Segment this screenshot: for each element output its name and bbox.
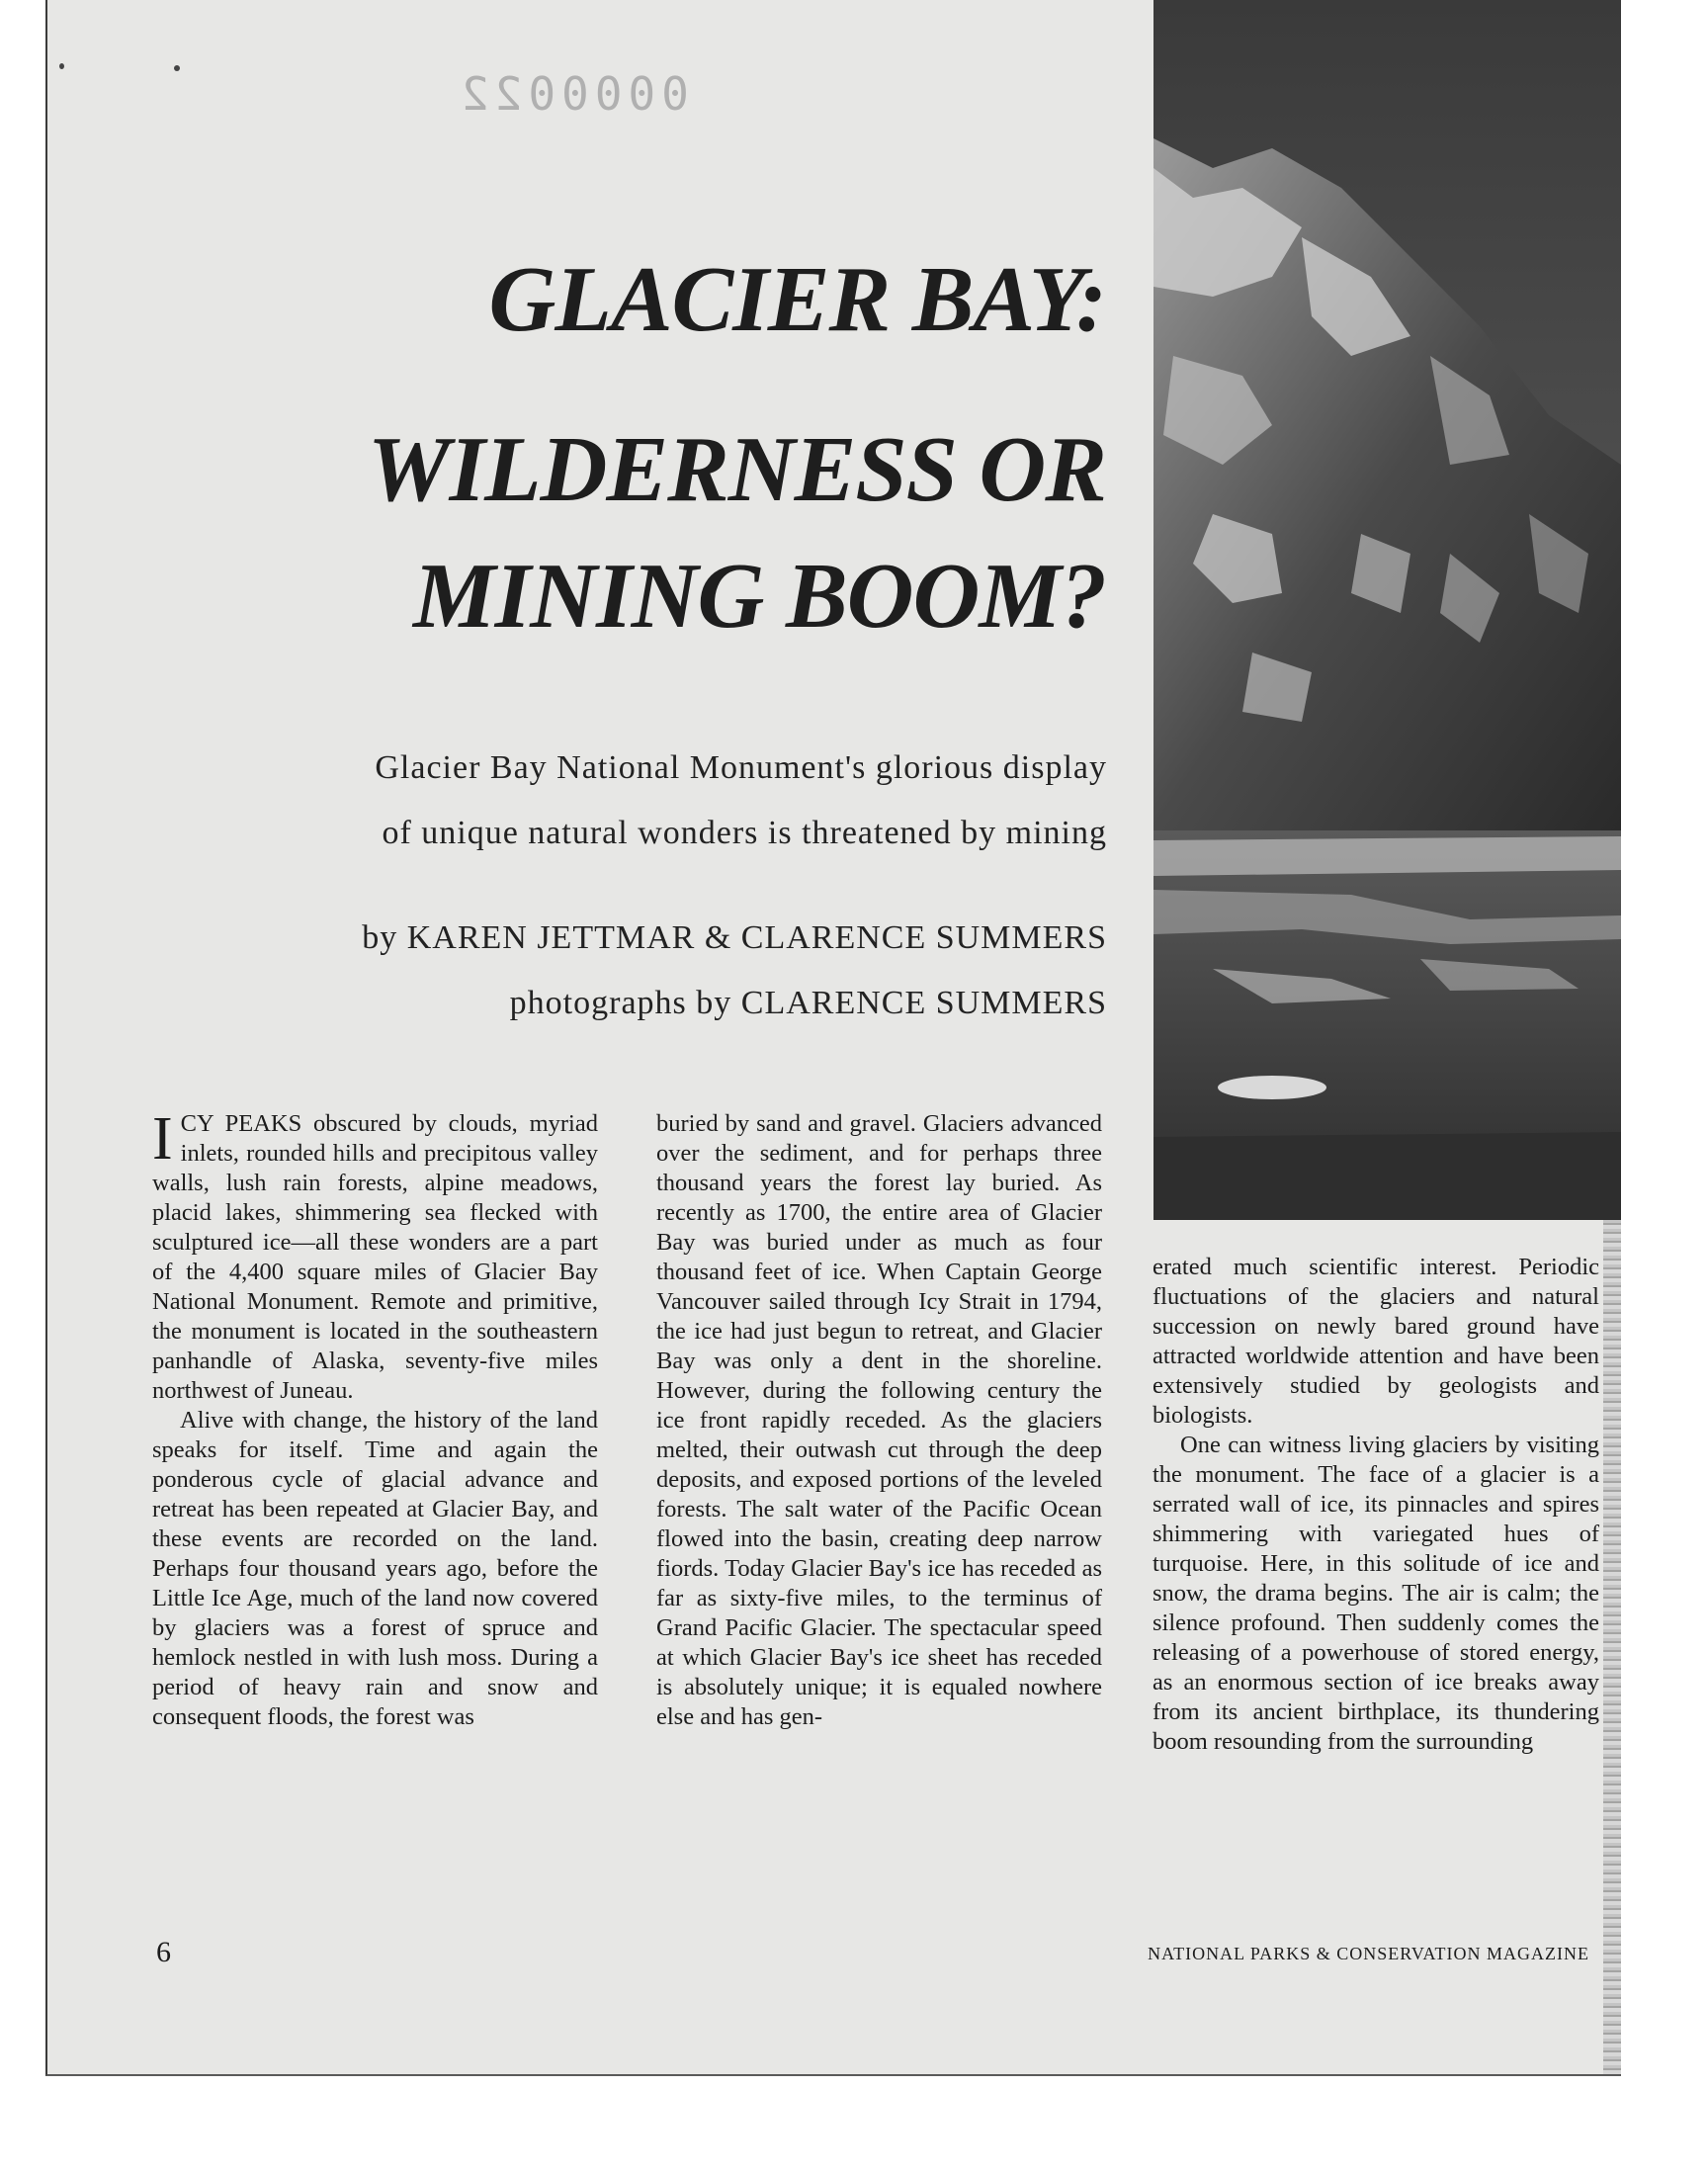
- ink-speck: [59, 63, 64, 69]
- headline-line-2: WILDERNESS OR: [367, 418, 1106, 521]
- article-paragraph: [152, 1105, 598, 1406]
- author-byline: by KAREN JETTMAR & CLARENCE SUMMERS: [362, 919, 1107, 956]
- article-column-3: [1153, 1253, 1599, 1757]
- mountain-glacier-photo: [1153, 0, 1621, 1220]
- subtitle-line-2: of unique natural wonders is threatened by mining: [382, 815, 1107, 851]
- article-paragraph: erated much scientific interest. Periodic fluctuations of the glaciers and natural succession on newly bared ground have attracted worldwide attention and have been extensively studied by geologists and biologists.: [1153, 1254, 1599, 1429]
- article-paragraph: Alive with change, the history of the land speaks for itself. Time and again the ponderous cycle of glacial advance and retreat has been repeated at Glacier Bay, and these events are recorded on the land. Perhaps four thousand years ago, before the Little Ice Age, much of the land now covered by glaciers was a forest of spruce and hemlock nestled in with lush moss. During a period of heavy rain and snow and consequent floods, the forest was: [152, 1407, 598, 1730]
- archive-stamp-number: 0000022: [456, 67, 689, 121]
- headline-line-1: GLACIER BAY:: [488, 248, 1106, 351]
- headline-line-3: MINING BOOM?: [413, 545, 1106, 648]
- article-paragraph: One can witness living glaciers by visiting the monument. The face of a glacier is a serrated wall of ice, its pinnacles and spires shimmering with variegated hues of turquoise. Here, in this solitude of ice and snow, the drama begins. The air is calm; the silence profound. Then suddenly comes the releasing of a powerhouse of stored energy, as an enormous section of ice breaks away from its ancient birthplace, its thundering boom resounding from the surrounding: [1153, 1432, 1599, 1755]
- photo-illustration: [1153, 0, 1621, 1220]
- drop-cap: I: [152, 1105, 173, 1173]
- photo-credit: photographs by CLARENCE SUMMERS: [509, 985, 1107, 1021]
- article-column-1: [152, 1105, 598, 1732]
- magazine-name: NATIONAL PARKS & CONSERVATION MAGAZINE: [1148, 1944, 1589, 1963]
- ink-speck: [174, 65, 180, 71]
- page-torn-edge: [1603, 1220, 1621, 2074]
- page-number: 6: [156, 1936, 171, 1968]
- article-column-2: [656, 1109, 1102, 1732]
- article-paragraph: buried by sand and gravel. Glaciers advanced over the sediment, and for perhaps three thousand years the forest lay buried. As recently as 1700, the entire area of Glacier Bay was buried under as much as four thousand feet of ice. When Captain George Vancouver sailed through Icy Strait in 1794, the ice had just begun to retreat, and Glacier Bay was only a dent in the shoreline. However, during the following century the ice front rapidly receded. As the glaciers melted, their outwash cut through the deep deposits, and exposed portions of the leveled forests. The salt water of the Pacific Ocean flowed into the basin, creating deep narrow fiords. Today Glacier Bay's ice has receded as far as sixty-five miles, to the terminus of Grand Pacific Glacier. The spectacular speed at which Glacier Bay's ice sheet has receded is absolutely unique; it is equaled nowhere else and has gen-: [656, 1110, 1102, 1730]
- paragraph-text: CY PEAKS obscured by clouds, myriad inlets, rounded hills and precipitous valley walls, lush rain forests, alpine meadows, placid lakes, shimmering sea flecked with sculptured ice—all these wonders are a part of the 4,400 square miles of Glacier Bay National Monument. Remote and primitive, the monument is located in the southeastern panhandle of Alaska, seventy-five miles northwest of Juneau.: [152, 1110, 598, 1404]
- subtitle-line-1: Glacier Bay National Monument's glorious display: [375, 749, 1107, 786]
- magazine-page: [45, 0, 1621, 2076]
